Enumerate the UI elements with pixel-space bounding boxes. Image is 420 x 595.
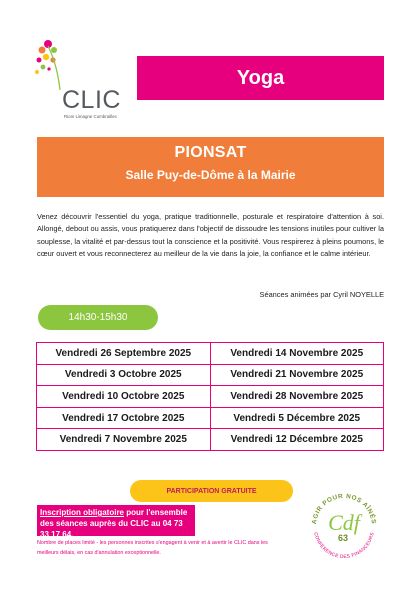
date-cell: Vendredi 21 Novembre 2025 <box>210 364 384 386</box>
location-venue: Salle Puy-de-Dôme à la Mairie <box>125 168 296 182</box>
free-participation-label: PARTICIPATION GRATUITE <box>166 487 257 495</box>
table-row <box>37 429 384 451</box>
cdf63-emblem-icon <box>304 484 384 564</box>
date-cell: Vendredi 28 Novembre 2025 <box>210 386 384 408</box>
session-time: 14h30-15h30 <box>68 312 128 323</box>
free-participation-badge <box>130 480 293 502</box>
clic-logo-subtitle: Riom Limagne Combrailles <box>64 114 117 119</box>
registration-box <box>37 505 195 539</box>
registration-required: Inscription obligatoire <box>40 508 125 517</box>
cdf-letters: Cdf <box>328 510 360 535</box>
session-time-badge <box>38 305 158 330</box>
registration-notice: Nombre de places limité - les personnes inscrites s'engagent à venir et à avertir le CLIC dans les meilleurs délais, en cas d'annulation exceptionnelle. <box>37 540 268 556</box>
date-cell: Vendredi 7 Novembre 2025 <box>37 429 211 451</box>
table-row <box>37 386 384 408</box>
page-title: Yoga <box>236 66 285 89</box>
clic-logo-word: CLIC <box>62 86 121 114</box>
date-cell: Vendredi 12 Décembre 2025 <box>210 429 384 451</box>
registration-details: pour l'ensemble des séances auprès du CLIC au 04 73 33 17 64. <box>40 508 188 539</box>
description-text: Venez découvrir l'essentiel du yoga, pratique traditionnelle, posturale et respiratoire d'attention à soi. Allongé, debout ou assis, vous pratiquerez dans l'objectif de dissoudre les tensions inutiles pour cultiver la souplesse, la vitalité et par-dessus tout la conscience et la positivité. Vous respirerez à pleins poumons, le cœur ouvert et vous reconnecterez au meilleur de la vie dans la joie, la confiance et le calme intérieur. <box>37 212 384 258</box>
table-row <box>37 407 384 429</box>
cdf-bottom-arc-text: CONFÉRENCE DES FINANCEURS <box>312 531 376 561</box>
title-banner <box>137 56 384 100</box>
clic-logo <box>34 36 129 120</box>
date-cell: Vendredi 26 Septembre 2025 <box>37 343 211 365</box>
location-banner <box>37 137 384 197</box>
location-town: PIONSAT <box>174 144 247 161</box>
clic-flower-icon <box>34 36 74 90</box>
date-cell: Vendredi 10 Octobre 2025 <box>37 386 211 408</box>
table-row <box>37 364 384 386</box>
date-cell: Vendredi 5 Décembre 2025 <box>210 407 384 429</box>
date-cell: Vendredi 3 Octobre 2025 <box>37 364 211 386</box>
cdf-top-arc-text: AGIR POUR NOS AÎNÉS <box>310 492 378 525</box>
date-cell: Vendredi 17 Octobre 2025 <box>37 407 211 429</box>
dates-table <box>36 342 384 451</box>
cdf63-logo <box>304 484 384 564</box>
table-row <box>37 343 384 365</box>
date-cell: Vendredi 14 Novembre 2025 <box>210 343 384 365</box>
instructor-credit: Séances animées par Cyril NOYELLE <box>259 290 384 299</box>
cdf-number: 63 <box>338 533 349 543</box>
